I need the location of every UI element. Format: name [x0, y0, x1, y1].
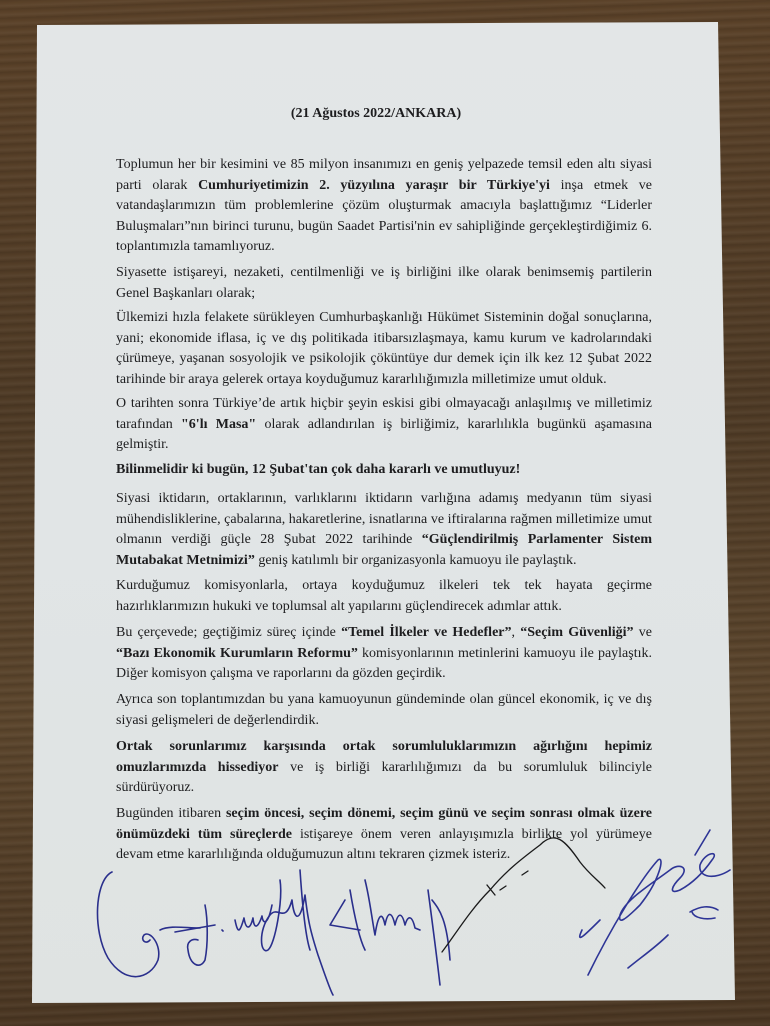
- bold-text-segment: “Güçlendirilmiş Parlamenter Sistem Mutabakat Metnimizi”: [116, 532, 652, 568]
- text-segment: geniş katılımlı bir organizasyonla kamuoyu ile paylaştık.: [254, 552, 577, 568]
- bold-text-segment: “Seçim Güvenliği”: [520, 625, 634, 640]
- text-segment: Ayrıca son toplantımızdan bu yana kamuoyunun gündeminde olan güncel ekonomik, iç ve dış siyasi gelişmeleri de değerlendirdik.: [116, 692, 652, 728]
- text-segment: istişareye önem veren anlayışımızla birlikte yol yürümeye devam etme kararlılığında olduğumuzun altını tekraren çizmek isteriz.: [116, 826, 652, 862]
- paragraph: [116, 690, 652, 731]
- paragraph: [116, 394, 652, 456]
- text-segment: ve iş birliği kararlılığımızı da bu sorumluluk bilinciyle sürdürüyoruz.: [116, 759, 652, 795]
- bold-text-segment: Ortak sorunlarımız karşısında ortak sorumluluklarımızın ağırlığını hepimiz omuzlarımızda hissediyor: [116, 739, 652, 775]
- bold-text-segment: “Bazı Ekonomik Kurumların Reformu”: [116, 645, 358, 661]
- text-segment: Bugünden itibaren: [116, 806, 226, 821]
- text-segment: Kurduğumuz komisyonlarla, ortaya koyduğumuz ilkeleri tek tek hayata geçirme hazırlıklarımızın hukuki ve toplumsal alt yapılarını güçlendirecek adımlar attık.: [116, 578, 652, 614]
- paragraph: [116, 737, 652, 799]
- paragraph: [116, 489, 652, 571]
- paragraph: [116, 263, 652, 304]
- text-segment: inşa etmek ve vatandaşlarımızın tüm problemlerine çözüm oluşturmak amacıyla başlattığımız “Liderler Buluşmaları”nın birinci turunu, bugün Saadet Partisi'nin ev sahipliğinde gerçekleştirdiğimiz 6. toplantımızla tamamlıyoruz.: [116, 177, 652, 254]
- paragraph: [116, 623, 652, 685]
- text-segment: ve: [633, 625, 652, 640]
- text-segment: Siyasette istişareyi, nezaketi, centilmenliği ve iş birliğini ilke olarak benimsemiş partilerin Genel Başkanları olarak;: [116, 265, 652, 301]
- bold-text-segment: seçim öncesi, seçim dönemi, seçim günü ve seçim sonrası olmak üzere önümüzdeki tüm süreçlerde: [116, 806, 653, 842]
- bold-text-segment: “Temel İlkeler ve Hedefler”: [341, 625, 512, 640]
- paragraph: [116, 460, 652, 481]
- paragraph: [116, 804, 652, 866]
- text-segment: komisyonlarının metinlerini kamuoyu ile paylaştık. Diğer komisyon çalışma ve raporlarını da gözden geçirdik.: [116, 645, 652, 681]
- paragraph: [116, 308, 652, 390]
- paragraph: [116, 155, 652, 258]
- text-segment: Ülkemizi hızla felakete sürükleyen Cumhurbaşkanlığı Hükümet Sisteminin doğal sonuçlarına, yani; ekonomide iflasa, iç ve dış politikada itibarsızlaşmaya, kamu kurum ve kadrolarındaki çürümeye, yaşanan sosyolojik ve psikolojik çöküntüye dur demek için ilk kez 12 Şubat 2022 tarihinde bir araya gelerek ortaya koyduğumuz kararlılığımızla milletimize umut olduk.: [116, 310, 652, 387]
- text-segment: Toplumun her bir kesimini ve 85 milyon insanımızı en geniş yelpazede temsil eden altı siyasi parti olarak: [116, 157, 652, 193]
- paragraph: [116, 576, 652, 617]
- text-segment: O tarihten sonra Türkiye’de artık hiçbir şeyin eskisi gibi olmayacağı anlaşılmış ve milletimiz tarafından: [116, 396, 652, 432]
- text-segment: Siyasi iktidarın, ortaklarının, varlıklarını iktidarın varlığına adamış medyanın tüm siyasi mühendisliklerine, çabalarına, hakaretlerine, isnatlarına ve iftiralarına rağmen milletimize umut olmanın verdiği güçle 28 Şubat 2022 tarihinde: [116, 491, 652, 547]
- document-heading: (21 Ağustos 2022/ANKARA): [290, 106, 462, 121]
- bold-text-segment: "6'lı Masa": [181, 416, 257, 432]
- text-segment: Bu çerçevede; geçtiğimiz süreç içinde: [116, 625, 342, 640]
- bold-text-segment: Cumhuriyetimizin 2. yüzyılına yaraşır bir Türkiye'yi: [198, 177, 550, 193]
- text-segment: olarak adlandırılan iş birliğimiz, kararlılıkla bugünkü aşamasına gelmiştir.: [116, 416, 652, 452]
- text-segment: ,: [511, 625, 521, 640]
- bold-text-segment: Bilinmelidir ki bugün, 12 Şubat'tan çok daha kararlı ve umutluyuz!: [116, 462, 521, 477]
